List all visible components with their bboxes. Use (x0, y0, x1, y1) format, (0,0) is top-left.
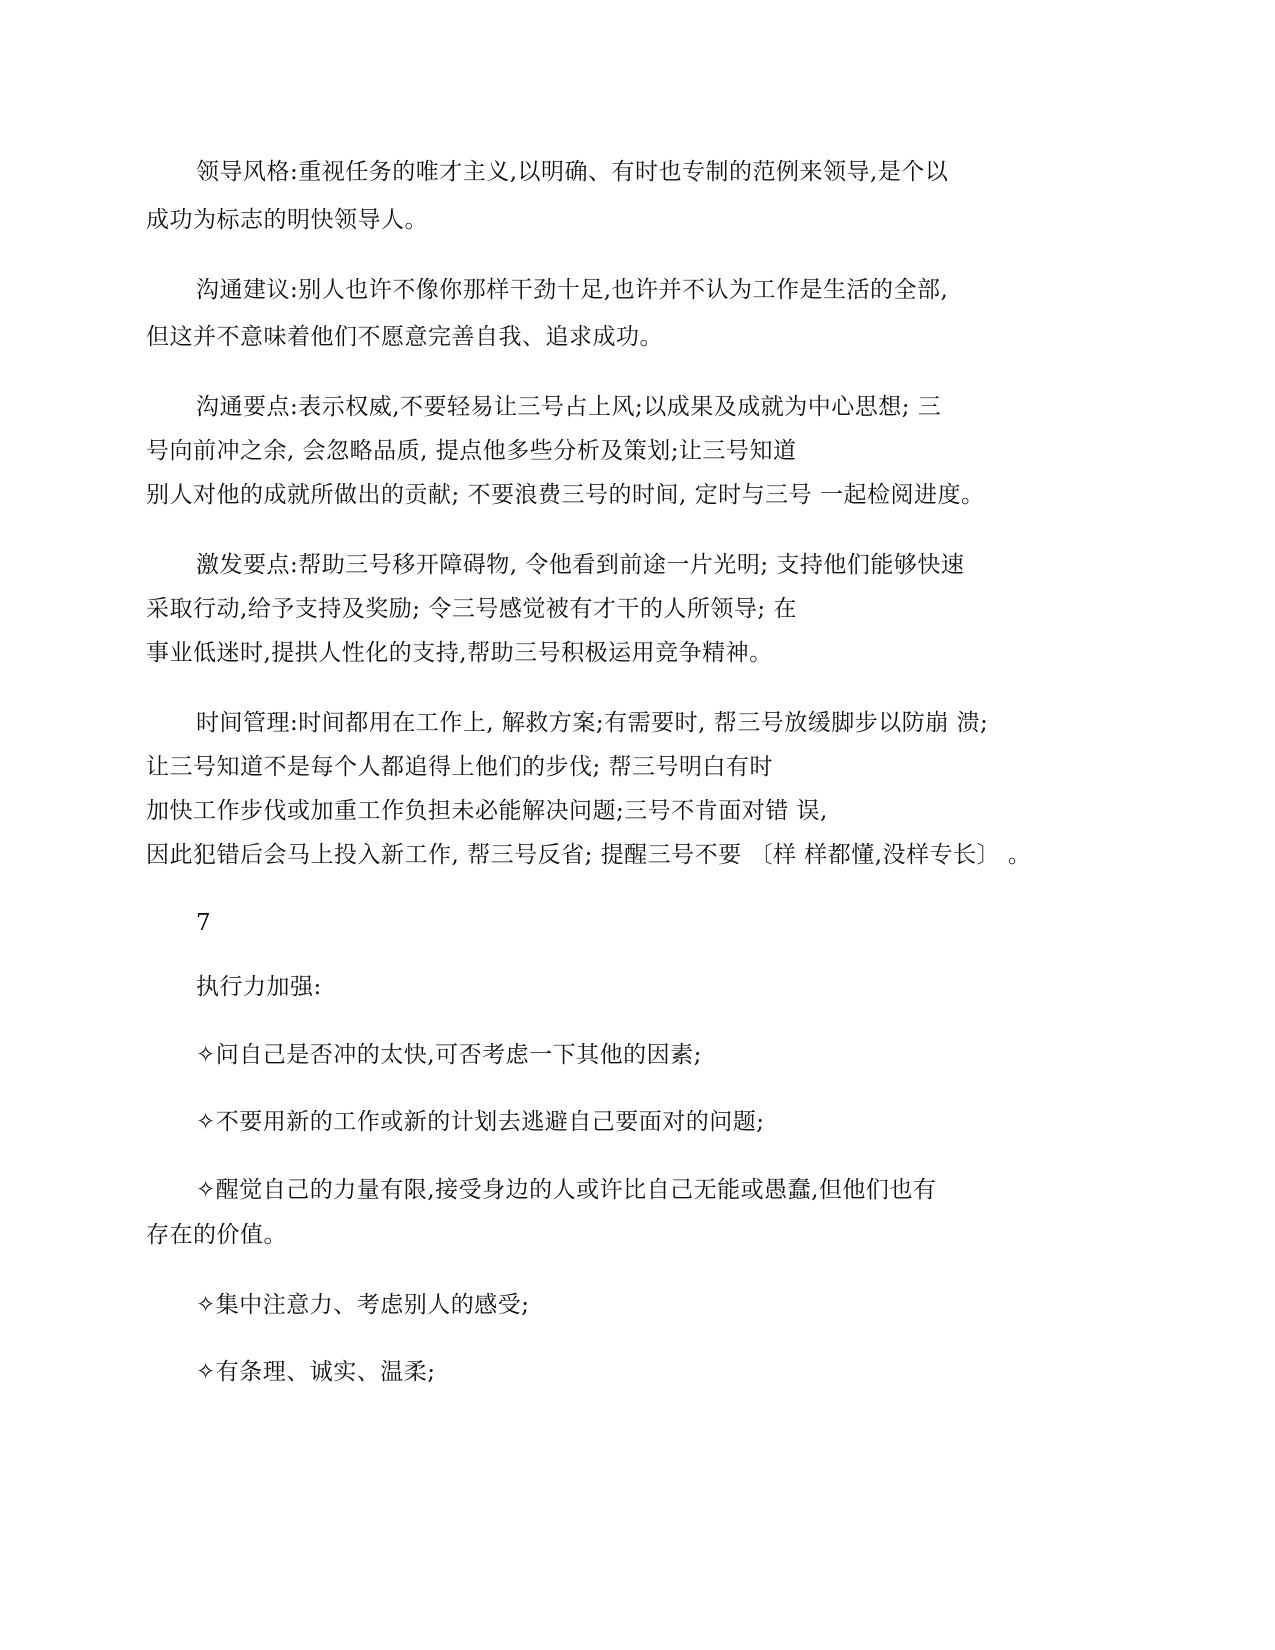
page-number: 7 (196, 910, 212, 936)
text-line: 让三号知道不是每个人都追得上他们的步伐; 帮三号明白有时 (146, 754, 774, 780)
text-line: 领导风格:重视任务的唯才主义,以明确、有时也专制的范例来领导,是个以 (196, 159, 949, 185)
bullet-item: ✧问自己是否冲的太快,可否考虑一下其他的因素; (196, 1042, 702, 1068)
bullet-item: ✧有条理、诚实、温柔; (196, 1359, 436, 1385)
text-line: 但这并不意味着他们不愿意完善自我、追求成功。 (146, 324, 663, 350)
text-line: 事业低迷时,提拱人性化的支持,帮助三号积极运用竞争精神。 (146, 640, 773, 666)
text-line: 因此犯错后会马上投入新工作, 帮三号反省; 提醒三号不要 〔样 样都懂,没样专长〕 。 (146, 842, 1032, 868)
text-line: 成功为标志的明快领导人。 (146, 207, 428, 233)
text-line: 采取行动,给予支持及奖励; 令三号感觉被有才干的人所领导; 在 (146, 596, 797, 622)
text-line: 别人对他的成就所做出的贡献; 不要浪费三号的时间, 定时与三号 一起检阅进度。 (146, 482, 985, 508)
text-line: 加快工作步伐或加重工作负担未必能解决问题;三号不肯面对错 误, (146, 798, 828, 824)
text-line: 沟通建议:别人也许不像你那样干劲十足,也许并不认为工作是生活的全部, (196, 277, 949, 303)
bullet-item: ✧醒觉自己的力量有限,接受身边的人或许比自己无能或愚蠢,但他们也有 (196, 1177, 937, 1203)
text-line: 激发要点:帮助三号移开障碍物, 令他看到前途一片光明; 支持他们能够快速 (196, 552, 965, 578)
text-line: 号向前冲之余, 会忽略品质, 提点他多些分析及策划;让三号知道 (146, 438, 797, 464)
text-line: 沟通要点:表示权威,不要轻易让三号占上风;以成果及成就为中心思想; 三 (196, 394, 942, 420)
text-line: 时间管理:时间都用在工作上, 解救方案;有需要时, 帮三号放缓脚步以防崩 溃; (196, 710, 989, 736)
bullet-item: ✧集中注意力、考虑别人的感受; (196, 1292, 530, 1318)
bullet-item: ✧不要用新的工作或新的计划去逃避自己要面对的问题; (196, 1109, 765, 1135)
section-heading: 执行力加强: (196, 974, 322, 1000)
text-line: 存在的价值。 (146, 1222, 287, 1248)
